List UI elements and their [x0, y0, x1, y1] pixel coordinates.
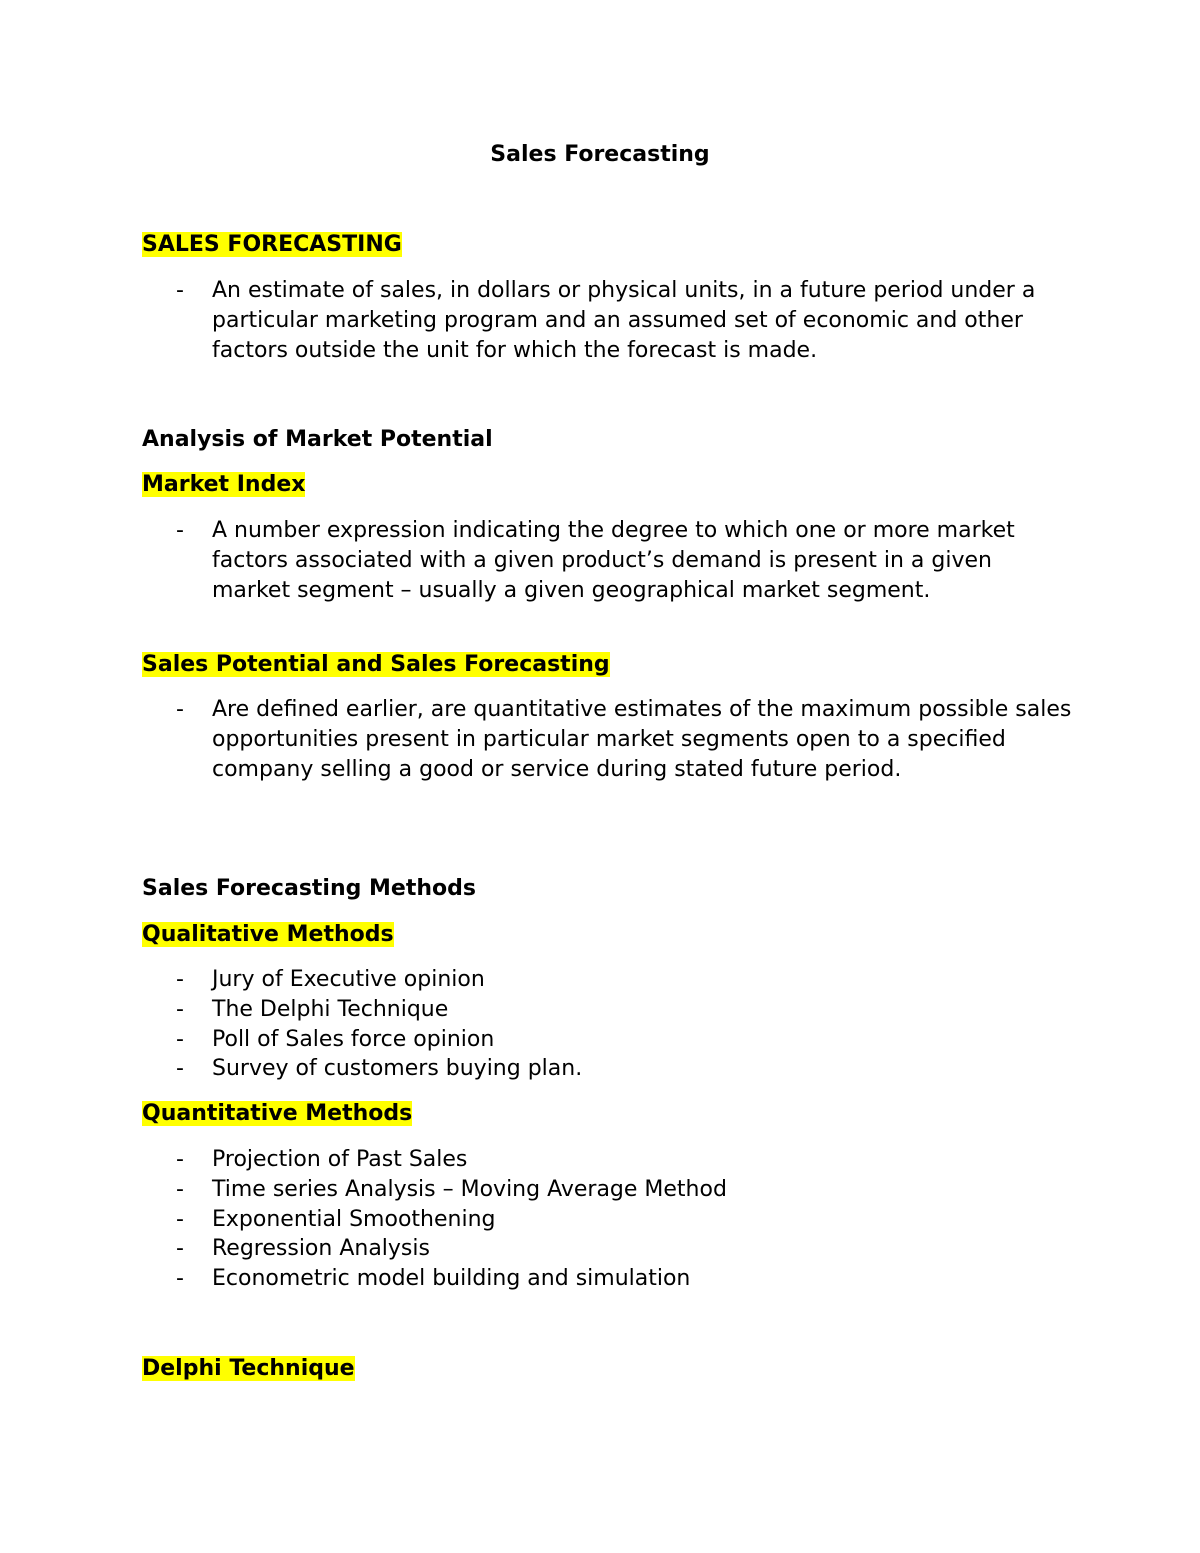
list-item	[142, 1264, 727, 1294]
document-title: Sales Forecasting	[490, 142, 710, 167]
sales-potential-list	[142, 695, 1072, 784]
bullet-dash: -	[176, 1206, 184, 1232]
heading-text: Delphi Technique	[142, 1356, 355, 1381]
list-item	[142, 1205, 727, 1235]
section-heading-quantitative	[142, 1099, 412, 1129]
list-item-text: A number expression indicating the degree to which one or more market factors associated with a given product’s demand is present in a given market segment – usually a given geographical market segment.	[212, 518, 1015, 603]
heading-text: Sales Potential and Sales Forecasting	[142, 652, 610, 677]
bullet-dash: -	[176, 278, 184, 303]
sales-forecasting-list	[142, 276, 1072, 365]
list-item-text: An estimate of sales, in dollars or physical units, in a future period under a particular marketing program and an assumed set of economic and other factors outside the unit for which the forecast is made.	[212, 278, 1036, 363]
list-item	[142, 965, 582, 995]
section-heading-market-index	[142, 470, 305, 500]
bullet-dash: -	[176, 1026, 184, 1052]
bullet-dash: -	[176, 996, 184, 1022]
list-item-text: Survey of customers buying plan.	[212, 1056, 583, 1082]
section-heading-sales-forecasting	[142, 230, 402, 260]
market-index-list	[142, 516, 1072, 605]
section-heading-sales-potential	[142, 650, 610, 680]
bullet-dash: -	[176, 697, 184, 722]
bullet-dash: -	[176, 1176, 184, 1202]
heading-text: Quantitative Methods	[142, 1101, 413, 1126]
section-heading-methods: Sales Forecasting Methods	[142, 876, 476, 901]
list-item	[142, 1234, 727, 1264]
heading-text: Qualitative Methods	[142, 922, 394, 947]
list-item	[142, 1175, 727, 1205]
list-item-text: Exponential Smoothening	[212, 1206, 496, 1232]
bullet-dash: -	[176, 1056, 184, 1082]
section-heading-analysis: Analysis of Market Potential	[142, 427, 493, 452]
list-item-text: Regression Analysis	[212, 1236, 430, 1262]
list-item-text: Are defined earlier, are quantitative estimates of the maximum possible sales opportunities present in particular market segments open to a specified company selling a good or service during stated future period.	[212, 697, 1072, 782]
bullet-dash: -	[176, 518, 184, 543]
list-item-text: Time series Analysis – Moving Average Method	[212, 1176, 727, 1202]
list-item	[142, 995, 582, 1025]
heading-text: Market Index	[142, 472, 306, 497]
list-item	[142, 1054, 582, 1084]
list-item	[142, 1145, 727, 1175]
bullet-dash: -	[176, 1236, 184, 1262]
list-item	[142, 1025, 582, 1055]
section-heading-qualitative	[142, 920, 394, 950]
list-item	[142, 276, 1072, 365]
bullet-dash: -	[176, 1147, 184, 1172]
heading-text: SALES FORECASTING	[142, 232, 402, 257]
bullet-dash: -	[176, 967, 184, 992]
bullet-dash: -	[176, 1266, 184, 1292]
list-item	[142, 516, 1072, 605]
list-item-text: The Delphi Technique	[212, 996, 449, 1022]
list-item-text: Jury of Executive opinion	[212, 967, 485, 992]
list-item-text: Econometric model building and simulation	[212, 1266, 691, 1292]
list-item	[142, 695, 1072, 784]
qualitative-list	[142, 965, 582, 1084]
quantitative-list	[142, 1145, 727, 1294]
list-item-text: Projection of Past Sales	[212, 1147, 468, 1172]
section-heading-delphi	[142, 1354, 355, 1384]
list-item-text: Poll of Sales force opinion	[212, 1026, 495, 1052]
